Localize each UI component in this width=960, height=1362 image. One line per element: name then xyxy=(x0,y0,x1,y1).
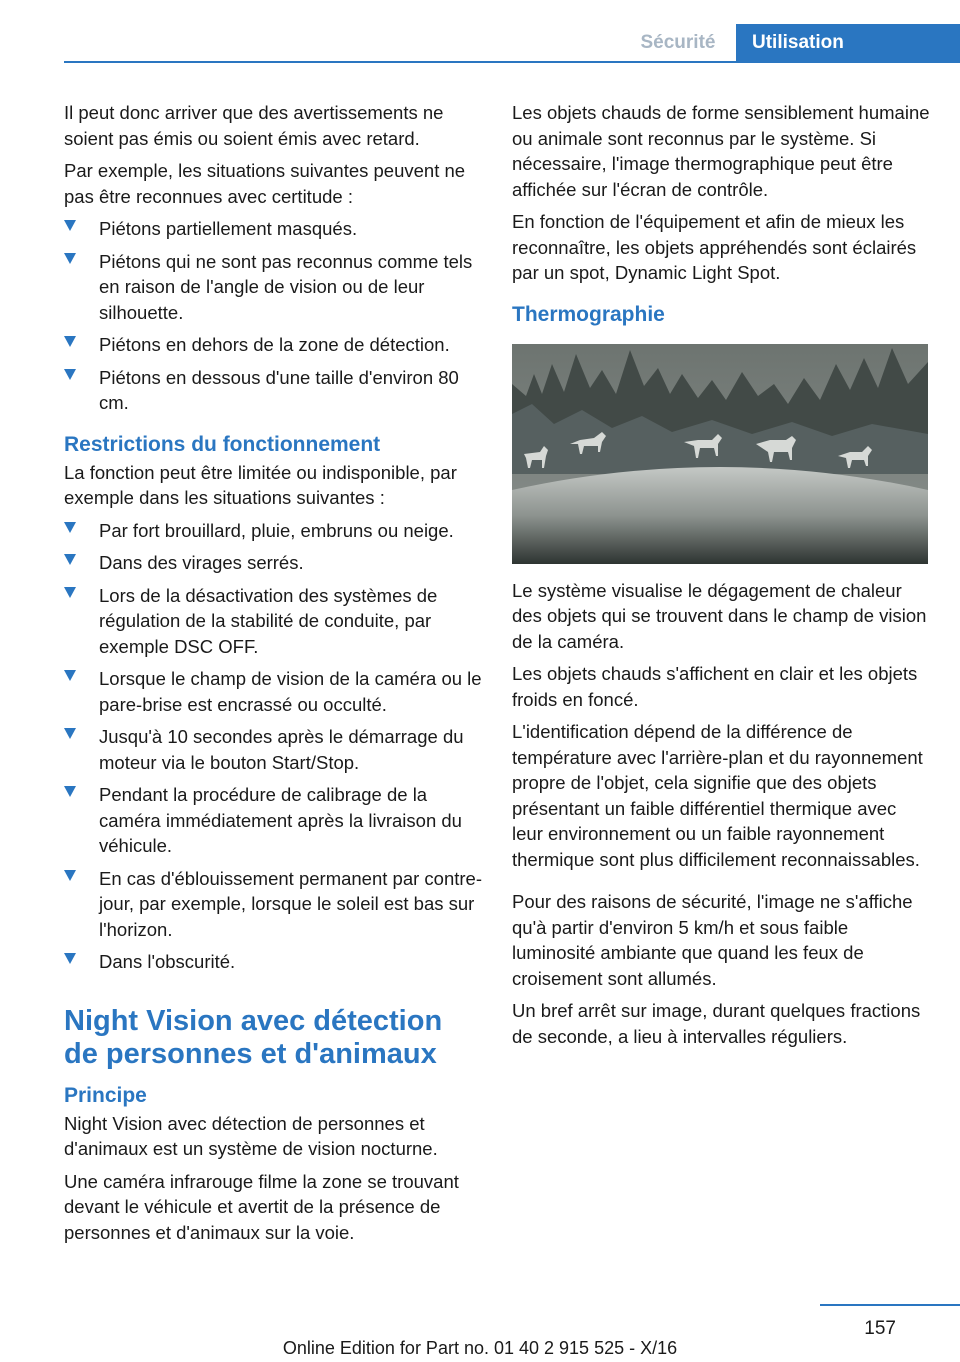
footer-rule xyxy=(820,1304,960,1306)
list-item: Pendant la procédure de calibrage de la caméra immédiatement après la livraison du véhicule. xyxy=(64,782,484,859)
edition-footer: Online Edition for Part no. 01 40 2 915 525 - X/16 xyxy=(282,1338,678,1358)
triangle-bullet-icon xyxy=(64,953,76,964)
paragraph: Les objets chauds de forme sensiblement humaine ou animale sont reconnus par le système. Si nécessaire, l'image thermographique peut être affichée sur l'écran de contrôle. xyxy=(512,102,930,200)
right-column xyxy=(512,100,932,1056)
list-item: Jusqu'à 10 secondes après le démarrage du moteur via le bouton Start/Stop. xyxy=(64,724,484,775)
paragraph: Night Vision avec détection de personnes et d'animaux est un système de vision nocturne. xyxy=(64,1112,438,1159)
list-item: Piétons partiellement masqués. xyxy=(64,216,484,242)
heading-thermographie: Thermographie xyxy=(512,302,665,326)
pedestrian-list xyxy=(64,216,484,416)
paragraph: Un bref arrêt sur image, durant quelques fractions de seconde, a lieu à intervalles réguliers. xyxy=(512,1000,921,1047)
list-item: Lorsque le champ de vision de la caméra ou le pare-brise est encrassé ou occulté. xyxy=(64,666,484,717)
page-number: 157 xyxy=(864,1318,896,1339)
thermal-image-figure xyxy=(512,344,928,564)
restrictions-list xyxy=(64,518,484,975)
triangle-bullet-icon xyxy=(64,253,76,264)
paragraph: En fonction de l'équipement et afin de mieux les reconnaître, les objets appréhendés sont éclairés par un spot, Dynamic Light Spot. xyxy=(512,211,917,283)
section-tab-securite[interactable]: Sécurité xyxy=(640,32,716,53)
paragraph: Il peut donc arriver que des avertissements ne soient pas émis ou soient émis avec retard. xyxy=(64,102,444,149)
triangle-bullet-icon xyxy=(64,670,76,681)
paragraph: L'identification dépend de la différence de température avec l'arrière-plan et du rayonnement propre de l'objet, cela signifie que des objets présentant un faible différentiel thermique avec leur environnement ou un faible rayonnement thermique sont plus difficilement reconnaissables. xyxy=(512,721,923,870)
heading-principe: Principe xyxy=(64,1083,147,1107)
paragraph: Les objets chauds s'affichent en clair et les objets froids en foncé. xyxy=(512,663,918,710)
triangle-bullet-icon xyxy=(64,870,76,881)
paragraph: La fonction peut être limitée ou indisponible, par exemple dans les situations suivantes : xyxy=(64,461,457,508)
heading-restrictions: Restrictions du fonctionnement xyxy=(64,432,381,456)
section-tab-utilisation[interactable]: Utilisation xyxy=(736,24,960,62)
list-item: Piétons en dessous d'une taille d'environ 80 cm. xyxy=(64,365,484,416)
page-header xyxy=(0,0,960,62)
left-column xyxy=(64,100,484,1252)
list-item: Par fort brouillard, pluie, embruns ou neige. xyxy=(64,518,484,544)
triangle-bullet-icon xyxy=(64,336,76,347)
list-item: Dans l'obscurité. xyxy=(64,949,484,975)
list-item: Lors de la désactivation des systèmes de régulation de la stabilité de conduite, par exemple DSC OFF. xyxy=(64,583,484,660)
paragraph: Pour des raisons de sécurité, l'image ne s'affiche qu'à partir d'environ 5 km/h et sous faible luminosité ambiante que quand les feux de croisement sont allumés. xyxy=(512,891,913,989)
triangle-bullet-icon xyxy=(64,554,76,565)
section-title: Night Vision avec détection de personnes et d'animaux xyxy=(64,1004,443,1070)
list-item: Piétons en dehors de la zone de détection. xyxy=(64,332,484,358)
spacer xyxy=(512,879,932,889)
triangle-bullet-icon xyxy=(64,786,76,797)
triangle-bullet-icon xyxy=(64,369,76,380)
triangle-bullet-icon xyxy=(64,587,76,598)
triangle-bullet-icon xyxy=(64,522,76,533)
list-item: Dans des virages serrés. xyxy=(64,550,484,576)
triangle-bullet-icon xyxy=(64,220,76,231)
paragraph: Une caméra infrarouge filme la zone se trouvant devant le véhicule et avertit de la présence de personnes et d'animaux sur la voie. xyxy=(64,1170,459,1243)
paragraph: Le système visualise le dégagement de chaleur des objets qui se trouvent dans le champ de vision de la caméra. xyxy=(512,579,927,652)
list-item: Piétons qui ne sont pas reconnus comme tels en raison de l'angle de vision ou de leur silhouette. xyxy=(64,249,484,326)
list-item: En cas d'éblouissement permanent par contre-jour, par exemple, lorsque le soleil est bas sur l'horizon. xyxy=(64,866,484,943)
paragraph: Par exemple, les situations suivantes peuvent ne pas être reconnues avec certitude : xyxy=(64,160,466,207)
header-rule xyxy=(64,61,960,63)
thermal-image xyxy=(512,344,928,564)
triangle-bullet-icon xyxy=(64,728,76,739)
